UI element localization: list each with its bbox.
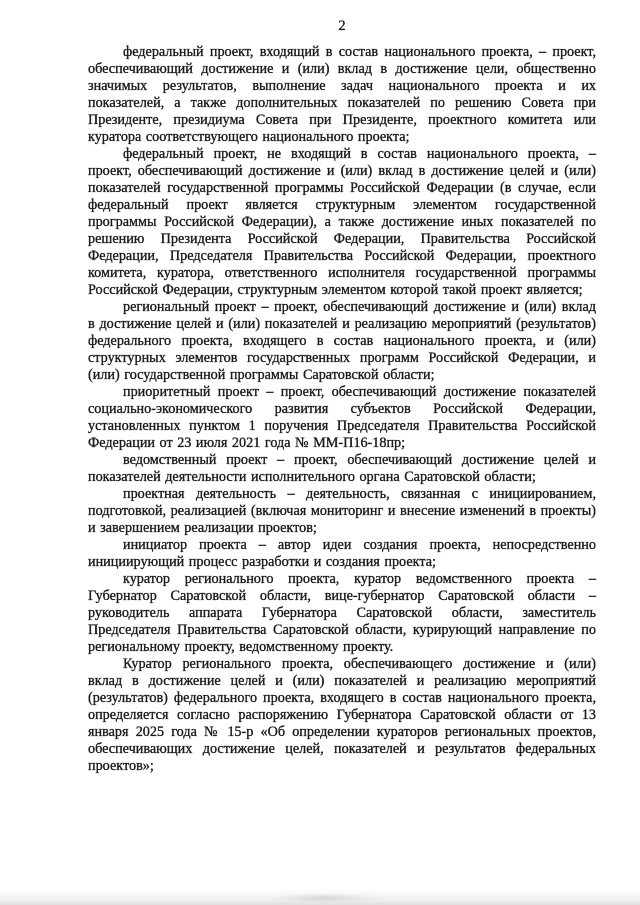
paragraph: куратор регионального проекта, куратор ведомственного проекта – Губернатор Саратовской области, вице-губернатор Саратовской области – руководитель аппарата Губернатора Саратовской области, заместитель Председателя Правительства Саратовской области, курирующий направление по региональному проекту, ведомственному проекту. <box>88 571 596 655</box>
scan-artifact-smudge <box>270 893 380 903</box>
paragraph: федеральный проект, входящий в состав национального проекта, – проект, обеспечивающий достижение и (или) вклад в достижение цели, общественно значимых результатов, выполнение задач национального проекта и их показателей, а также дополнительных показателей по решению Совета при Президенте, президиума Совета при Президенте, проектного комитета или куратора соответствующего национального проекта; <box>88 44 596 145</box>
paragraph: Куратор регионального проекта, обеспечивающего достижение и (или) вклад в достижение целей и (или) показателей и реализацию мероприятий (результатов) федерального проекта, входящего в состав национального проекта, определяется согласно распоряжению Губернатора Саратовской области от 13 января 2025 года № 15-р «Об определении кураторов региональных проектов, обеспечивающих достижение целей, показателей и результатов федеральных проектов»; <box>88 656 596 774</box>
scan-artifact-bottom-edge <box>0 889 640 905</box>
paragraph: приоритетный проект – проект, обеспечивающий достижение показателей социально-экономического развития субъектов Российской Федерации, установленных пунктом 1 поручения Председателя Правительства Российской Федерации от 23 июля 2021 года № ММ-П16-18пр; <box>88 384 596 451</box>
page-number: 2 <box>338 18 346 34</box>
paragraph: региональный проект – проект, обеспечивающий достижение и (или) вклад в достижение целей и (или) показателей и реализацию мероприятий (результатов) федерального проекта, входящего в состав национального проекта, и (или) структурных элементов государственных программ Российской Федерации, и (или) государственной программы Саратовской области; <box>88 299 596 383</box>
paragraph: федеральный проект, не входящий в состав национального проекта, – проект, обеспечивающий достижение и (или) вклад в достижение целей и (или) показателей государственной программы Российской Федерации (в случае, если федеральный проект является структурным элементом государственной программы Российской Федерации), а также достижение иных показателей по решению Президента Российской Федерации, Правительства Российской Федерации, Председателя Правительства Российской Федерации, проектного комитета, куратора, ответственного исполнителя государственной программы Российской Федерации, структурным элементом которой такой проект является; <box>88 146 596 298</box>
paragraph: ведомственный проект – проект, обеспечивающий достижение целей и показателей деятельности исполнительного органа Саратовской области; <box>88 452 596 485</box>
paragraph: проектная деятельность – деятельность, связанная с инициированием, подготовкой, реализацией (включая мониторинг и внесение изменений в проекты) и завершением реализации проектов; <box>88 486 596 536</box>
document-body <box>88 44 596 775</box>
paragraph: инициатор проекта – автор идеи создания проекта, непосредственно инициирующий процесс разработки и создания проекта; <box>88 537 596 570</box>
